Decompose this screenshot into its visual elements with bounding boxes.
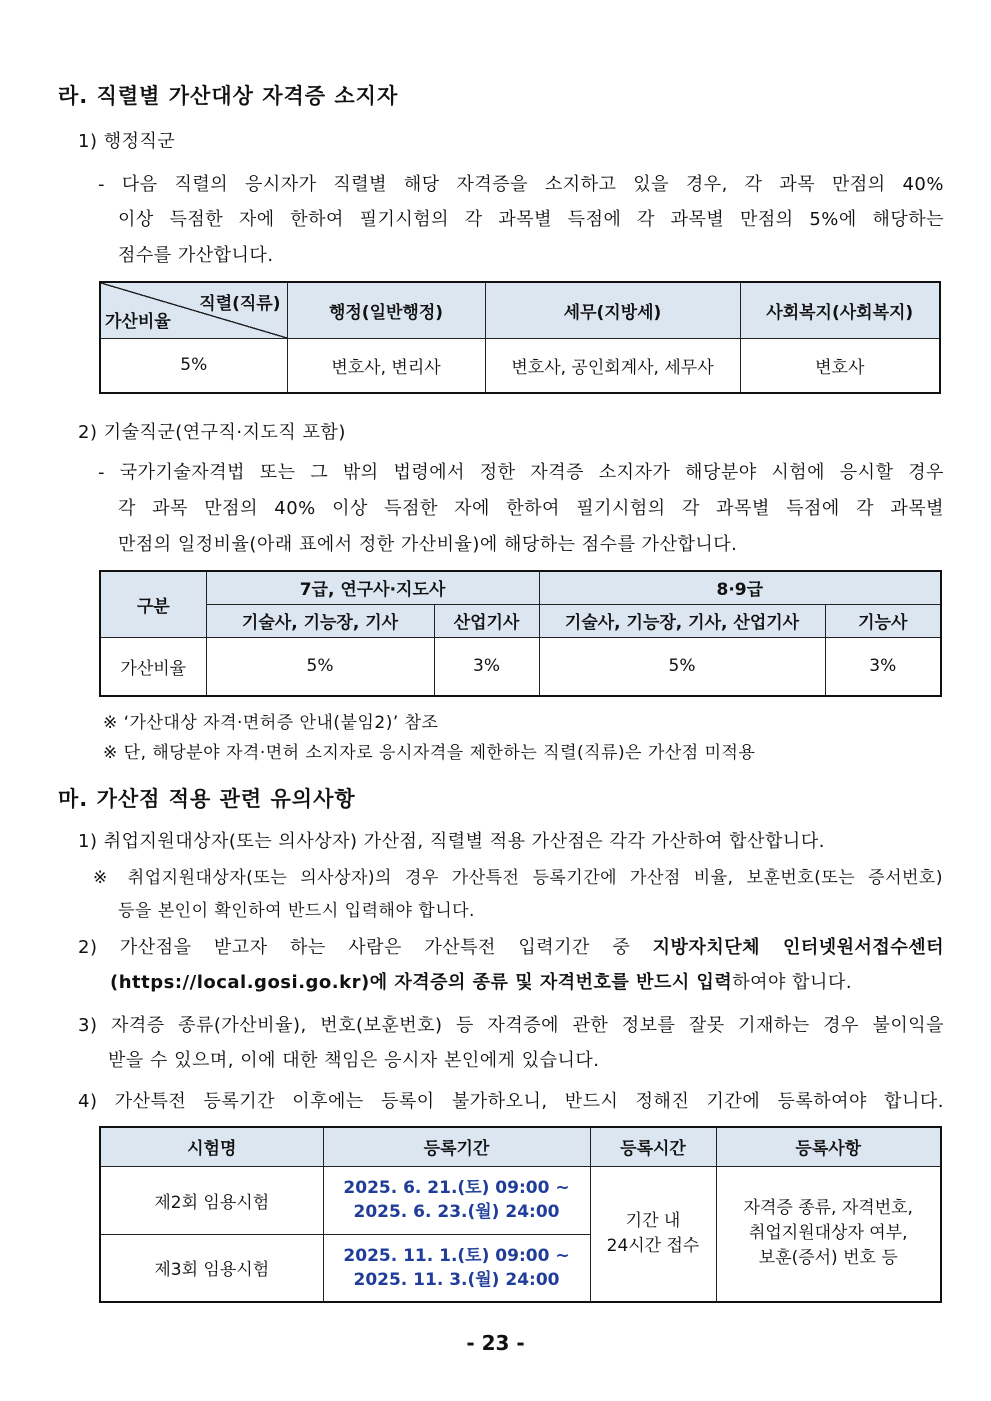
admin-line3: 점수를 가산합니다. [118, 245, 274, 266]
ma-item-2-line1 [78, 933, 944, 959]
admin-cell-1: 변호사, 변리사 [287, 338, 485, 393]
ma-item-4: 4) 가산특전 등록기간 이후에는 등록이 불가하오니, 반드시 정해진 기간에 등록하여야 합니다. [78, 1091, 944, 1112]
schedule-header-items: 등록사항 [716, 1127, 941, 1166]
ma-note-a: ※ 취업지원대상자(또는 의사상자)의 경우 가산특전 등록기간에 가산점 비율, 보훈번호(또는 증서번호) [93, 868, 943, 888]
schedule-time-line1: 기간 내 [625, 1210, 681, 1231]
tech-value-4: 3% [825, 637, 941, 696]
tech-line2: 각 과목 만점의 40% 이상 득점한 자에 한하여 필기시험의 각 과목별 득점에 각 과목별 [118, 498, 944, 519]
schedule-header-name: 시험명 [100, 1127, 323, 1166]
tech-note-2: ※ 단, 해당분야 자격·면허 소지자로 응시자격을 제한하는 직렬(직류)은 가산점 미적용 [103, 743, 756, 763]
schedule-row-2-name: 제3회 임용시험 [100, 1234, 323, 1302]
tech-sub-1: 기술사, 기능장, 기사 [206, 604, 434, 637]
schedule-row-1-name: 제2회 임용시험 [100, 1166, 323, 1234]
admin-cell-3: 변호사 [740, 338, 940, 393]
tech-group-2: 8·9급 [539, 571, 941, 604]
ma-item-2-line2 [110, 968, 852, 994]
tech-line3: 만점의 일정비율(아래 표에서 정한 가산비율)에 해당하는 점수를 가산합니다. [118, 534, 738, 555]
schedule-header-period: 등록기간 [323, 1127, 590, 1166]
schedule-time-line2: 24시간 접수 [606, 1235, 700, 1256]
admin-heading: 1) 행정직군 [78, 131, 176, 152]
admin-col-3: 사회복지(사회복지) [740, 282, 940, 338]
schedule-row-1-start: 2025. 6. 21.(토) 09:00 ~ [343, 1178, 570, 1198]
ma-item-3-line2: 받을 수 있으며, 이에 대한 책임은 응시자 본인에게 있습니다. [108, 1050, 600, 1071]
tech-line1: - 국가기술자격법 또는 그 밖의 법령에서 정한 자격증 소지자가 해당분야 시험에 응시할 경우 [98, 462, 944, 483]
schedule-row-2-start: 2025. 11. 1.(토) 09:00 ~ [343, 1245, 570, 1266]
page-number: - 23 - [466, 1331, 525, 1355]
schedule-row-2-period [323, 1234, 590, 1302]
ma-item-3-line1: 3) 자격증 종류(가산비율), 번호(보훈번호) 등 자격증에 관한 정보를 잘못 기재하는 경우 불이익을 [78, 1015, 944, 1036]
admin-line2: 이상 득점한 자에 한하여 필기시험의 각 과목별 득점에 각 과목별 만점의 5%에 해당하는 [118, 209, 944, 230]
admin-table-corner [100, 282, 287, 338]
admin-cell-2: 변호사, 공인회계사, 세무사 [485, 338, 740, 393]
schedule-items-line1: 자격증 종류, 자격번호, [743, 1198, 913, 1219]
ma-item-2-bold-2: (https://local.gosi.go.kr)에 자격증의 종류 및 자격번호를 반드시 입력 [110, 972, 733, 993]
tech-table [99, 570, 942, 697]
tech-sub-4: 기능사 [825, 604, 941, 637]
schedule-row-1-period [323, 1166, 590, 1234]
tech-rowlabel: 가산비율 [100, 637, 206, 696]
ma-item-2-rest: 하여야 합니다. [732, 972, 853, 993]
tech-value-2: 3% [434, 637, 539, 696]
ma-item-2-bold: 지방자치단체 인터넷원서접수센터 [652, 937, 944, 958]
admin-col-1: 행정(일반행정) [287, 282, 485, 338]
section-title-ra: 라. 직렬별 가산대상 자격증 소지자 [58, 84, 399, 108]
corner-bottom-label: 가산비율 [105, 311, 171, 332]
section-title-ma: 마. 가산점 적용 관련 유의사항 [58, 787, 356, 811]
tech-group-1: 7급, 연구사·지도사 [206, 571, 539, 604]
schedule-row-2-end: 2025. 11. 3.(월) 24:00 [353, 1269, 560, 1290]
tech-value-1: 5% [206, 637, 434, 696]
admin-rate: 5% [100, 338, 287, 393]
tech-rowhead: 구분 [100, 571, 206, 637]
admin-line1: - 다음 직렬의 응시자가 직렬별 해당 자격증을 소지하고 있을 경우, 각 과목 만점의 40% [98, 174, 944, 195]
schedule-table [99, 1126, 942, 1303]
ma-item-2-text: 2) 가산점을 받고자 하는 사람은 가산특전 입력기간 중 [78, 937, 653, 958]
tech-sub-2: 산업기사 [434, 604, 539, 637]
tech-note-1: ※ ‘가산대상 자격·면허증 안내(붙임2)’ 참조 [103, 713, 439, 733]
schedule-row-1-end: 2025. 6. 23.(월) 24:00 [353, 1202, 560, 1222]
corner-top-label: 직렬(직류) [199, 294, 281, 314]
schedule-items-line3: 보훈(증서) 번호 등 [758, 1248, 898, 1269]
tech-heading: 2) 기술직군(연구직·지도직 포함) [78, 422, 346, 443]
tech-value-3: 5% [539, 637, 825, 696]
admin-table [99, 281, 941, 394]
schedule-time-cell [590, 1166, 716, 1302]
schedule-header-time: 등록시간 [590, 1127, 716, 1166]
schedule-items-line2: 취업지원대상자 여부, [748, 1223, 908, 1244]
ma-note-b: 등을 본인이 확인하여 반드시 입력해야 합니다. [118, 901, 475, 921]
ma-item-1: 1) 취업지원대상자(또는 의사상자) 가산점, 직렬별 적용 가산점은 각각 가산하여 합산합니다. [78, 831, 825, 852]
tech-sub-3: 기술사, 기능장, 기사, 산업기사 [539, 604, 825, 637]
schedule-items-cell [716, 1166, 941, 1302]
admin-col-2: 세무(지방세) [485, 282, 740, 338]
